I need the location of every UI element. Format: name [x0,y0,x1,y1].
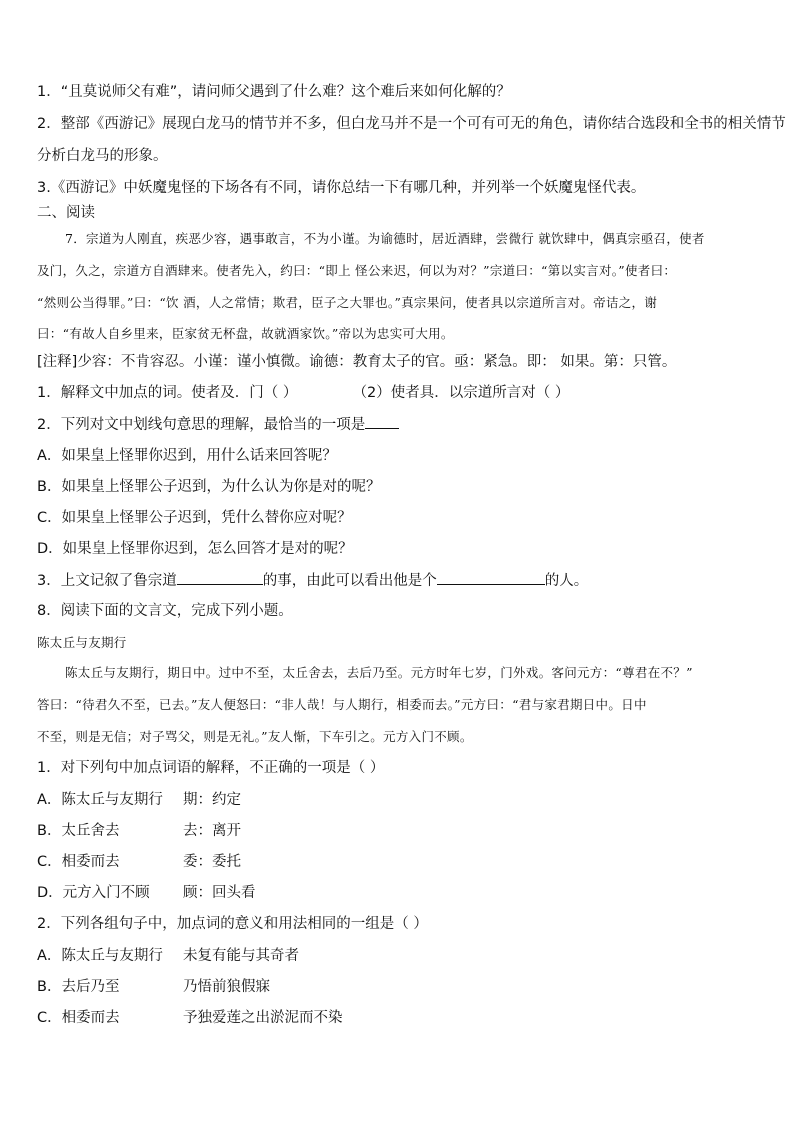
q7-sub3 [37,570,764,591]
section-heading: 二、阅读 [37,205,95,221]
question-2-line1: 2．整部《西游记》展现白龙马的情节并不多，但白龙马并不是一个可有可无的角色，请你结合选段和全书的相关情节 [37,116,786,132]
option-text: C．相委而去 [37,1010,120,1026]
option-text: A．陈太丘与友期行 [37,948,163,964]
q8-1-option-c [37,852,764,872]
q8-1-option-b [37,821,764,841]
question-1: 1．“且莫说师父有难”，请问师父遇到了什么难？这个难后来如何化解的？ [37,84,511,100]
answer-blank[interactable] [177,570,263,585]
q8-1-option-a [37,790,764,810]
q7-sub2-stem: 2．下列对文中划线句意思的理解，最恰当的一项是 [37,417,366,433]
q8-intro: 8．阅读下面的文言文，完成下列小题。 [37,603,293,619]
passage8-line2: 答曰：“待君久不至，已去。”友人便怒曰：“非人哉！与人期行，相委而去。”元方曰：“君与家君期日中。日中 [37,697,647,712]
option-text: A．陈太丘与友期行 [37,792,163,808]
passage7-line4: 曰：“有故人自乡里来，臣家贫无杯盘，故就酒家饮。”帝以为忠实可大用。 [37,326,454,341]
answer-blank[interactable] [365,414,399,429]
q7-sub1-part2: （2）使者具．以宗道所言对（ ） [352,385,570,401]
answer-blank[interactable] [437,570,545,585]
passage7-line2: 及门，久之，宗道方自酒肆来。使者先入，约曰：“即上 怪公来迟，何以为对？”宗道曰：“第以实言对。”使者曰： [37,263,677,278]
passage8-title: 陈太丘与友期行 [37,635,127,650]
option-text: C．相委而去 [37,854,120,870]
q7-option-a: A．如果皇上怪罪你迟到，用什么话来回答呢？ [37,448,337,464]
q8-1-option-d [37,883,764,903]
q7-option-c: C．如果皇上怪罪公子迟到，凭什么替你应对呢？ [37,510,352,526]
option-gloss: 去：离开 [183,823,241,839]
option-text: B．太丘舍去 [37,823,120,839]
option-text: D．元方入门不顾 [37,885,150,901]
q7-sub1-part1: 1．解释文中加点的词。使者及．门（ ） [37,385,298,401]
q7-sub1 [37,383,764,403]
passage7-line3: “然则公当得罪。”曰：“饮 酒，人之常情；欺君，臣子之大罪也。”真宗果问，使者具以宗道所言对。帝诘之，谢 [37,295,658,310]
q8-2-option-a [37,946,764,966]
option-gloss: 期：约定 [183,792,241,808]
option-gloss: 顾：回头看 [183,885,256,901]
annotation-note: [注释]少容：不肯容忍。小谨：谨小慎微。谕德：教育太子的官。亟：紧急。即： 如果。第：只管。 [37,354,677,370]
option-sentence: 予独爱莲之出淤泥而不染 [183,1010,343,1026]
q7-sub3-part3: 的人。 [544,573,589,589]
q8-2-option-c [37,1008,764,1028]
passage8-line1: 陈太丘与友期行，期日中。过中不至，太丘舍去，去后乃至。元方时年七岁，门外戏。客问元方：“尊君在不？” [65,665,693,680]
question-3: 3.《西游记》中妖魔鬼怪的下场各有不同，请你总结一下有哪几种，并列举一个妖魔鬼怪代表。 [37,180,646,196]
q8-2-stem: 2．下列各组句子中，加点词的意义和用法相同的一组是（ ） [37,916,428,932]
option-gloss: 委：委托 [183,854,241,870]
q7-option-b: B．如果皇上怪罪公子迟到，为什么认为你是对的呢？ [37,479,381,495]
q7-sub3-part2: 的事，由此可以看出他是个 [262,573,437,589]
passage8-line3: 不至，则是无信；对子骂父，则是无礼。”友人惭，下车引之。元方入门不顾。 [37,729,473,744]
question-2-line2: 分析白龙马的形象。 [37,148,168,164]
q8-2-option-b [37,977,764,997]
q8-1-stem: 1．对下列句中加点词语的解释，不正确的一项是（ ） [37,760,385,776]
option-text: B．去后乃至 [37,979,120,995]
option-sentence: 未复有能与其奇者 [183,948,299,964]
option-sentence: 乃悟前狼假寐 [183,979,270,995]
q7-sub2 [37,414,764,435]
q7-sub3-part1: 3．上文记叙了鲁宗道 [37,573,177,589]
passage7-line1: 7．宗道为人刚直，疾恶少容，遇事敢言，不为小谨。为谕德时，居近酒肆，尝微行 就饮肆中，偶真宗亟召，使者 [65,231,705,246]
q7-option-d: D．如果皇上怪罪你迟到，怎么回答才是对的呢？ [37,541,353,557]
